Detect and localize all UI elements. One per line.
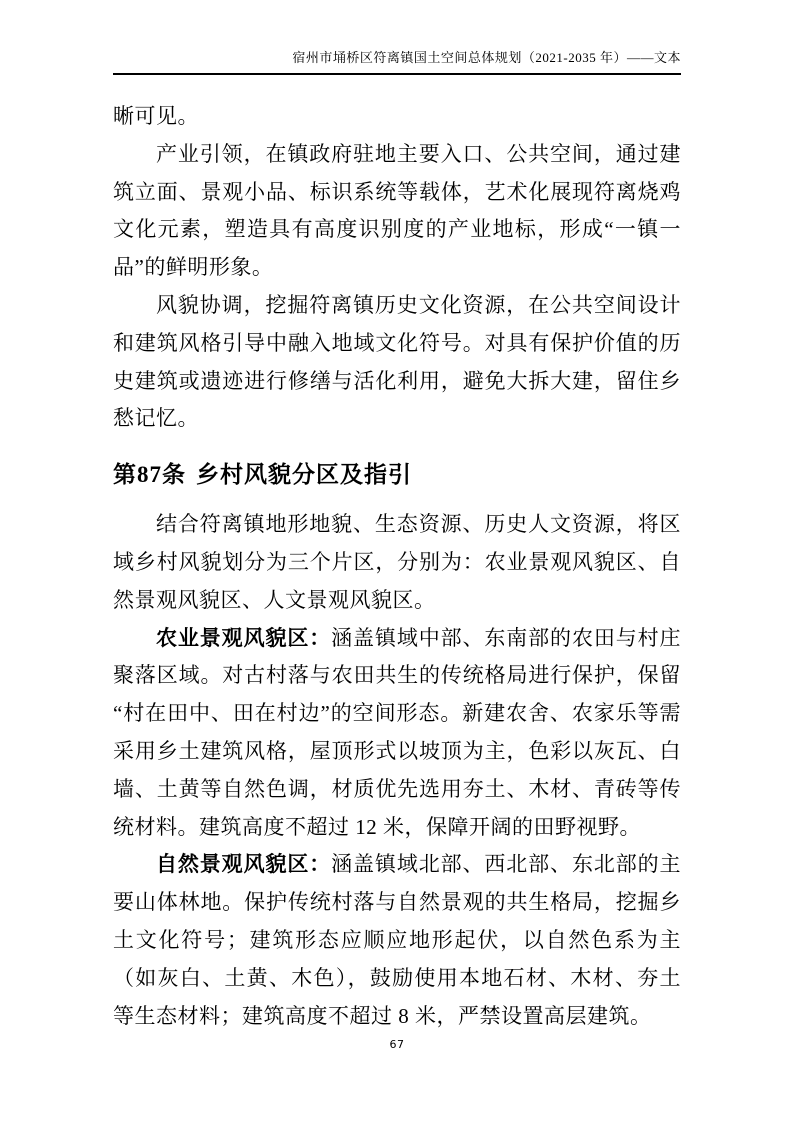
paragraph [113,98,681,136]
section-title: 乡村风貌分区及指引 [196,462,412,488]
paragraph-lead: 自然景观风貌区： [156,852,332,877]
page-header-title: 宿州市埇桥区符离镇国土空间总体规划（2021-2035 年）——文本 [292,50,681,65]
paragraph-text: 产业引领，在镇政府驻地主要入口、公共空间，通过建筑立面、景观小品、标识系统等载体，艺术化展现符离烧鸡文化元素，塑造具有高度识别度的产业地标，形成“一镇一品”的鲜明形象。 [113,141,681,280]
paragraph-text: 涵盖镇域北部、西北部、东北部的主要山体林地。保护传统村落与自然景观的共生格局，挖掘乡土文化符号；建筑形态应顺应地形起伏，以自然色系为主（如灰白、土黄、木色），鼓励使用本地石材、木材、夯土等生态材料；建筑高度不超过 8 米，严禁设置高层建筑。 [113,852,682,1028]
page-number: 67 [389,1038,405,1051]
paragraph-lead: 农业景观风貌区： [156,625,332,650]
paragraph [113,287,681,438]
paragraph [113,136,681,287]
header-divider [113,73,681,75]
document-body [113,98,681,1035]
paragraph-text: 风貌协调，挖掘符离镇历史文化资源，在公共空间设计和建筑风格引导中融入地域文化符号。对具有保护价值的历史建筑或遗迹进行修缮与活化利用，避免大拆大建，留住乡愁记忆。 [113,292,681,431]
paragraph [113,846,681,1035]
paragraph [113,506,681,619]
paragraph-text: 晰可见。 [113,104,199,128]
paragraph [113,620,681,847]
paragraph-text: 结合符离镇地形地貌、生态资源、历史人文资源，将区域乡村风貌划分为三个片区，分别为：农业景观风貌区、自然景观风貌区、人文景观风貌区。 [113,512,681,612]
section-number: 第87条 [113,462,186,488]
paragraph-text: 涵盖镇域中部、东南部的农田与村庄聚落区域。对古村落与农田共生的传统格局进行保护，保留“村在田中、田在村边”的空间形态。新建农舍、农家乐等需采用乡土建筑风格，屋顶形式以坡顶为主，色彩以灰瓦、白墙、土黄等自然色调，材质优先选用夯土、木材、青砖等传统材料。建筑高度不超过 12 米，保障开阔的田野视野。 [113,625,682,839]
section-heading [113,458,681,492]
